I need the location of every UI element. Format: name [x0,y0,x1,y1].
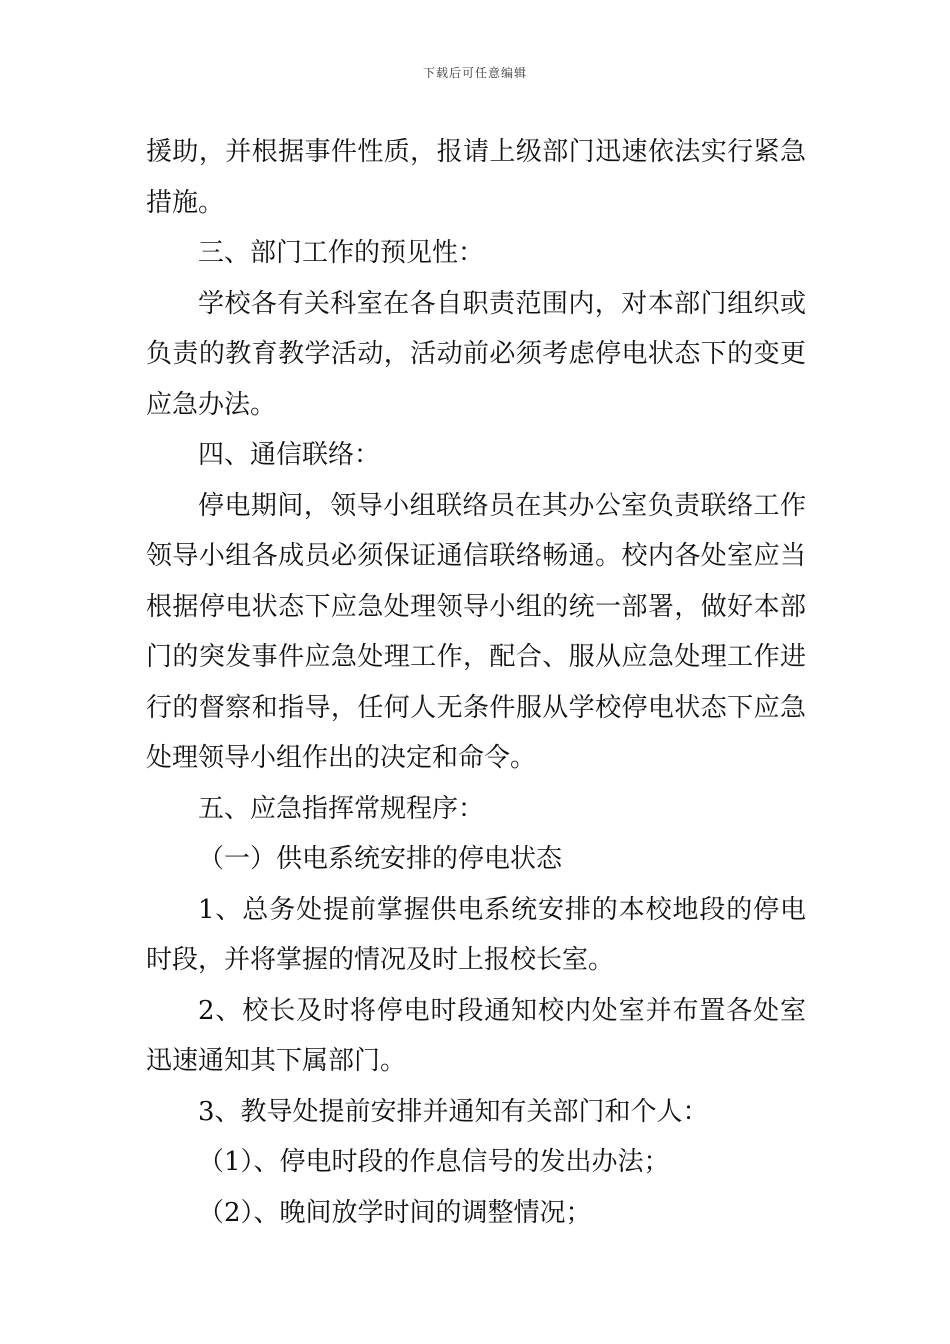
section-heading-3: 三、部门工作的预见性： [198,238,485,268]
section-heading-4: 四、通信联络： [198,440,381,470]
subsection-heading-1: （一）供电系统安排的停电状态 [198,844,563,874]
list-item-2: 2、校长及时将停电时段通知校内处室并布置各处室迅速通知其下属部门。 [146,995,806,1076]
paragraph-continuation: 援助，并根据事件性质，报请上级部门迅速依法实行紧急措施。 [146,137,806,218]
document-body [146,127,806,1238]
list-item-3: 3、教导处提前安排并通知有关部门和个人： [198,1096,709,1127]
list-item-1: 1、总务处提前掌握供电系统安排的本校地段的停电时段，并将掌握的情况及时上报校长室。 [146,894,806,975]
sub-list-item-2: （2）、晚间放学时间的调整情况； [198,1197,592,1228]
section-heading-5: 五、应急指挥常规程序： [198,793,485,824]
sub-list-item-1: （1）、停电时段的作息信号的发出办法； [198,1147,670,1177]
page-header-note: 下载后可任意编辑 [422,66,527,80]
paragraph-department-foresight: 学校各有关科室在各自职责范围内，对本部门组织或负责的教育教学活动，活动前必须考虑停电状态下的变更应急办法。 [146,288,806,420]
paragraph-communication: 停电期间，领导小组联络员在其办公室负责联络工作领导小组各成员必须保证通信联络畅通。校内各处室应当根据停电状态下应急处理领导小组的统一部署，做好本部门的突发事件应急处理工作，配合、服从应急处理工作进行的督察和指导，任何人无条件服从学校停电状态下应急处理领导小组作出的决定和命令。 [146,490,806,773]
